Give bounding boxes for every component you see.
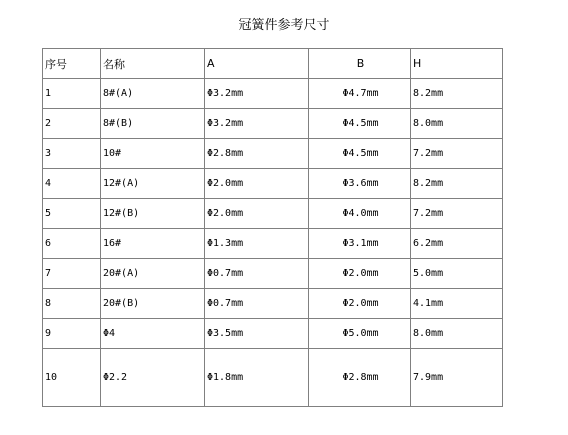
cell-b: Φ4.7mm [309,79,411,109]
table-row [43,169,503,199]
cell-a: Φ3.2mm [205,109,309,139]
header-h: H [411,49,503,79]
cell-index: 10 [43,349,101,407]
table-row [43,229,503,259]
cell-index: 3 [43,139,101,169]
cell-name: 10# [101,139,205,169]
cell-b: Φ4.0mm [309,199,411,229]
cell-index: 6 [43,229,101,259]
cell-b: Φ2.8mm [309,349,411,407]
cell-b: Φ2.0mm [309,289,411,319]
cell-a: Φ1.8mm [205,349,309,407]
cell-index: 5 [43,199,101,229]
cell-index: 8 [43,289,101,319]
page-title: 冠簧件参考尺寸 [238,18,330,33]
table-row [43,319,503,349]
cell-name: 8#(B) [101,109,205,139]
cell-a: Φ2.0mm [205,199,309,229]
cell-b: Φ4.5mm [309,109,411,139]
cell-b: Φ3.1mm [309,229,411,259]
cell-name: 20#(B) [101,289,205,319]
header-b: B [309,49,411,79]
table-row [43,139,503,169]
cell-name: 12#(A) [101,169,205,199]
cell-h: 8.2mm [411,169,503,199]
cell-h: 7.2mm [411,139,503,169]
cell-h: 5.0mm [411,259,503,289]
cell-name: 16# [101,229,205,259]
header-name: 名称 [101,49,205,79]
cell-name: 20#(A) [101,259,205,289]
cell-h: 7.2mm [411,199,503,229]
table-header-row [43,49,503,79]
cell-h: 7.9mm [411,349,503,407]
cell-name: Φ4 [101,319,205,349]
cell-name: 8#(A) [101,79,205,109]
cell-h: 8.0mm [411,319,503,349]
table-row [43,259,503,289]
cell-name: Φ2.2 [101,349,205,407]
cell-b: Φ4.5mm [309,139,411,169]
cell-h: 6.2mm [411,229,503,259]
table-row [43,79,503,109]
header-index: 序号 [43,49,101,79]
cell-index: 2 [43,109,101,139]
dimension-table [42,48,503,407]
cell-a: Φ3.5mm [205,319,309,349]
cell-a: Φ0.7mm [205,289,309,319]
table-row [43,109,503,139]
cell-b: Φ5.0mm [309,319,411,349]
table-row [43,199,503,229]
table-row [43,289,503,319]
cell-index: 4 [43,169,101,199]
cell-index: 9 [43,319,101,349]
cell-index: 1 [43,79,101,109]
header-a: A [205,49,309,79]
cell-b: Φ2.0mm [309,259,411,289]
cell-name: 12#(B) [101,199,205,229]
cell-a: Φ1.3mm [205,229,309,259]
cell-index: 7 [43,259,101,289]
table-row [43,349,503,407]
cell-a: Φ2.0mm [205,169,309,199]
cell-b: Φ3.6mm [309,169,411,199]
cell-h: 4.1mm [411,289,503,319]
cell-a: Φ3.2mm [205,79,309,109]
cell-h: 8.0mm [411,109,503,139]
cell-a: Φ2.8mm [205,139,309,169]
cell-a: Φ0.7mm [205,259,309,289]
cell-h: 8.2mm [411,79,503,109]
